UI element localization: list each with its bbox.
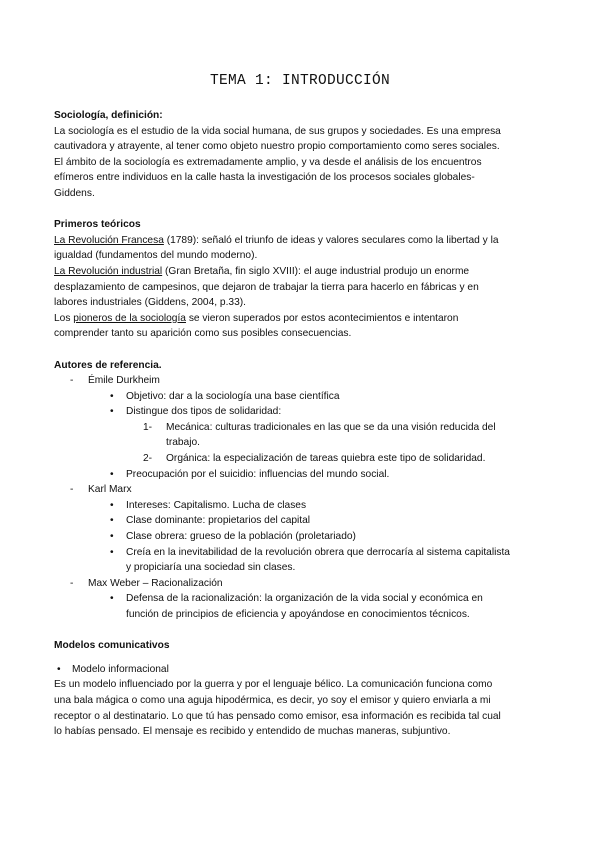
paragraph-line: La Revolución industrial (Gran Bretaña, fin siglo XVIII): el auge industrial produjo un enorme (54, 265, 470, 277)
author-marx: - Karl Marx (54, 482, 524, 498)
paragraph-line: efímeros entre individuos en la calle hasta la investigación de los procesos sociales globales- (54, 172, 475, 184)
list-item: • Objetivo: dar a la sociología una base científica (54, 389, 524, 405)
heading-primeros-teoricos: Primeros teóricos (54, 219, 141, 231)
list-item: • Modelo informacional (54, 662, 524, 678)
document-body (54, 108, 524, 740)
paragraph-line: Los pioneros de la sociología se vieron superados por estos acontecimientos e intentaron (54, 312, 459, 324)
paragraph-line: lo habías pensado. El mensaje es recibido y entendido de muchas maneras, subjuntivo. (54, 726, 451, 738)
author-durkheim: - Émile Durkheim (54, 373, 524, 389)
heading-autores: Autores de referencia. (54, 359, 162, 371)
document-title: TEMA 1: INTRODUCCIÓN (209, 73, 391, 89)
paragraph-line: comprender tanto su aparición como sus posibles consecuencias. (54, 328, 352, 340)
paragraph-line: La sociología es el estudio de la vida social humana, de sus grupos y sociedades. Es una empresa (54, 125, 501, 137)
list-item: • Distingue dos tipos de solidaridad: (54, 404, 524, 420)
list-item-cont: función de principios de eficiencia y apoyándose en conocimientos técnicos. (126, 609, 470, 620)
list-item: • Clase dominante: propietarios del capital (54, 513, 524, 529)
list-item: • Creía en la inevitabilidad de la revolución obrera que derrocaría al sistema capitalista (54, 545, 524, 561)
paragraph-line: El ámbito de la sociología es extremadamente amplio, y va desde el análisis de los encuentros (54, 156, 482, 168)
paragraph-line: La Revolución Francesa (1789): señaló el triunfo de ideas y valores seculares como la libertad y la (54, 234, 499, 246)
rev-francesa-link: La Revolución Francesa (54, 234, 164, 246)
list-item: • Intereses: Capitalismo. Lucha de clases (54, 498, 524, 514)
numbered-item-cont: trabajo. (166, 437, 200, 449)
list-item: • Clase obrera: grueso de la población (proletariado) (54, 529, 524, 545)
heading-modelos: Modelos comunicativos (54, 640, 170, 652)
paragraph-line: igualdad (fundamentos del mundo moderno). (54, 250, 258, 262)
list-item: • Defensa de la racionalización: la organización de la vida social y económica en (54, 591, 524, 607)
paragraph-line: una bala mágica o como una aguja hipodérmica, es decir, yo soy el emisor y quiero enviarla a mi (54, 694, 491, 706)
author-weber: - Max Weber – Racionalización (54, 576, 524, 592)
paragraph-line: labores industriales (Giddens, 2004, p.33). (54, 297, 246, 309)
list-item: • Preocupación por el suicidio: influencias del mundo social. (54, 467, 524, 483)
numbered-item: 2- Orgánica: la especialización de tareas quiebra este tipo de solidaridad. (143, 453, 486, 465)
paragraph-line: cautivadora y atrayente, al tener como objeto nuestro propio comportamiento como seres sociales. (54, 141, 500, 153)
pioneros-link: pioneros de la sociología (73, 312, 186, 324)
paragraph-line: Es un modelo influenciado por la guerra y por el lenguaje bélico. La comunicación funciona como (54, 679, 493, 691)
paragraph-line: Giddens. (54, 187, 95, 199)
heading-sociologia: Sociología, definición: (54, 110, 163, 121)
paragraph-line: desplazamiento de campesinos, que dejaron de trabajar la tierra para hacerlo en fábricas y en (54, 281, 479, 293)
rev-industrial-link: La Revolución industrial (54, 265, 163, 277)
numbered-item: 1- Mecánica: culturas tradicionales en las que se da una visión reducida del (143, 421, 496, 433)
paragraph-line: receptor o al destinatario. Lo que tú has pensado como emisor, esa información es recibida tal cual (54, 710, 501, 722)
list-item-cont: y propiciaría una sociedad sin clases. (126, 562, 296, 574)
